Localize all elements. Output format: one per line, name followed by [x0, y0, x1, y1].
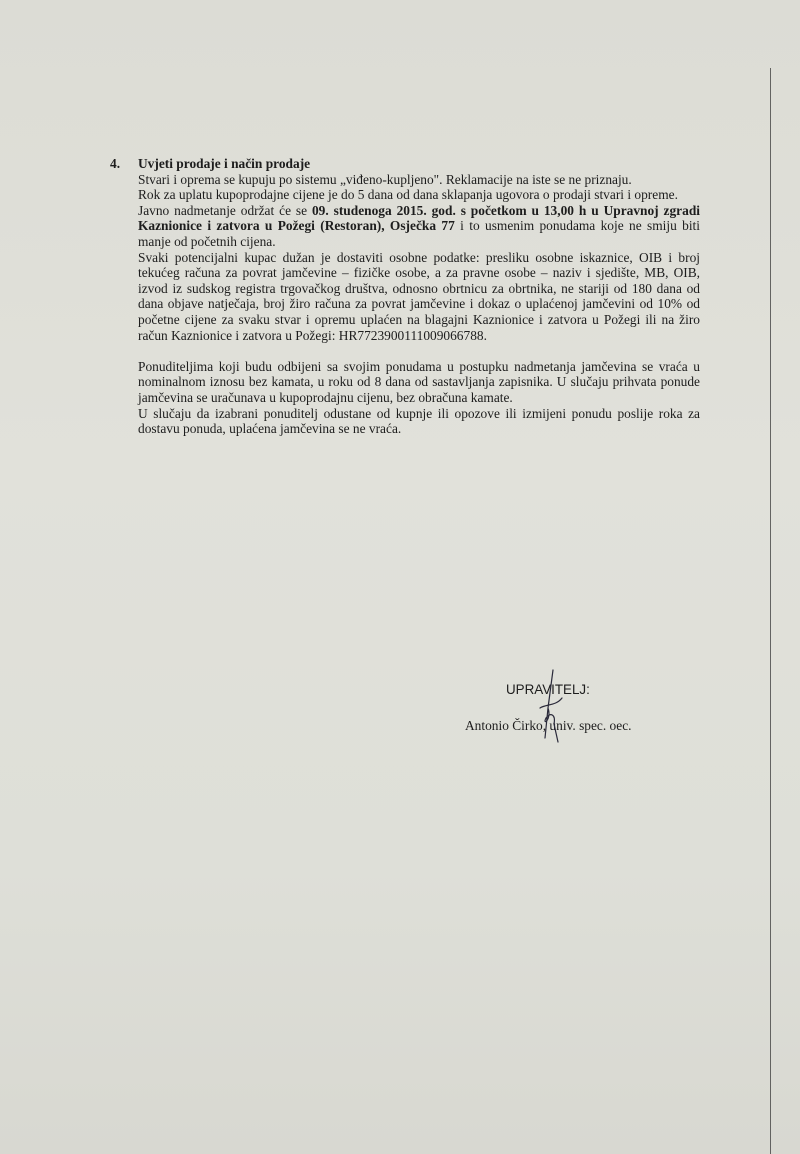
signatory-name: Antonio Čirko, univ. spec. oec.	[465, 718, 632, 733]
auction-date-location: 09. studenoga 2015. god. s početkom u 13,00 h u Upravnoj zgradi Kaznionice i zatvora u Požegi (Restoran), Osječka 77	[138, 202, 700, 234]
section-number: 4.	[110, 156, 121, 171]
signature-title: UPRAVITELJ:	[506, 682, 590, 697]
paragraph-deposit-refund: Ponuditeljima koji budu odbijeni sa svojim ponudama u postupku nadmetanja jamčevina se vraća u nominalnom iznosu bez kamata, u roku od 8 dana od sastavljanja zapisnika. U slučaju prihvata ponude jamčevina se uračunava u kupoprodajnu cijenu, bez obračuna kamate.	[138, 358, 700, 405]
page-edge-line	[770, 68, 771, 1154]
paragraph-required-documents: Svaki potencijalni kupac dužan je dostaviti osobne podatke: presliku osobne iskaznice, OIB i broj tekućeg računa za povrat jamčevine – fizičke osobe, a za pravne osobe – naziv i sjedište, MB, OIB, izvod iz sudskog registra trgovačkog društva, odnosno obrtnicu za obrtnika, ne stariji od 180 dana od dana objave natječaja, broj žiro računa za povrat jamčevine i dokaz o uplaćenoj jamčevini od 10% od početne cijene za svaku stvar i opremu uplaćen na blagajni Kaznionice i zatvora u Požegi ili na žiro račun Kaznionice i zatvora u Požegi: HR7723900111009066788.	[138, 249, 700, 343]
paragraph-sale-system: Stvari i oprema se kupuju po sistemu „viđeno-kupljeno". Reklamacije na iste se ne priznaju.	[138, 171, 632, 187]
handwritten-signature	[536, 668, 566, 746]
paragraph-payment-deadline: Rok za uplatu kupoprodajne cijene je do 5 dana od dana sklapanja ugovora o prodaji stvari i opreme.	[138, 187, 678, 203]
section-heading	[110, 156, 700, 172]
section-4	[110, 156, 700, 437]
paragraph-deposit-forfeit: U slučaju da izabrani ponuditelj odustane od kupnje ili opozove ili izmijeni ponudu poslije roka za dostavu ponuda, uplaćena jamčevina se ne vraća.	[138, 405, 700, 437]
auction-text-end: i to usmenim ponudama koje ne smiju biti manje od početnih cijena.	[138, 218, 700, 249]
auction-text-start: Javno nadmetanje održat će se	[138, 202, 312, 218]
section-title: Uvjeti prodaje i način prodaje	[138, 156, 311, 171]
section-body	[110, 172, 700, 437]
paragraph-auction-date	[138, 203, 700, 250]
